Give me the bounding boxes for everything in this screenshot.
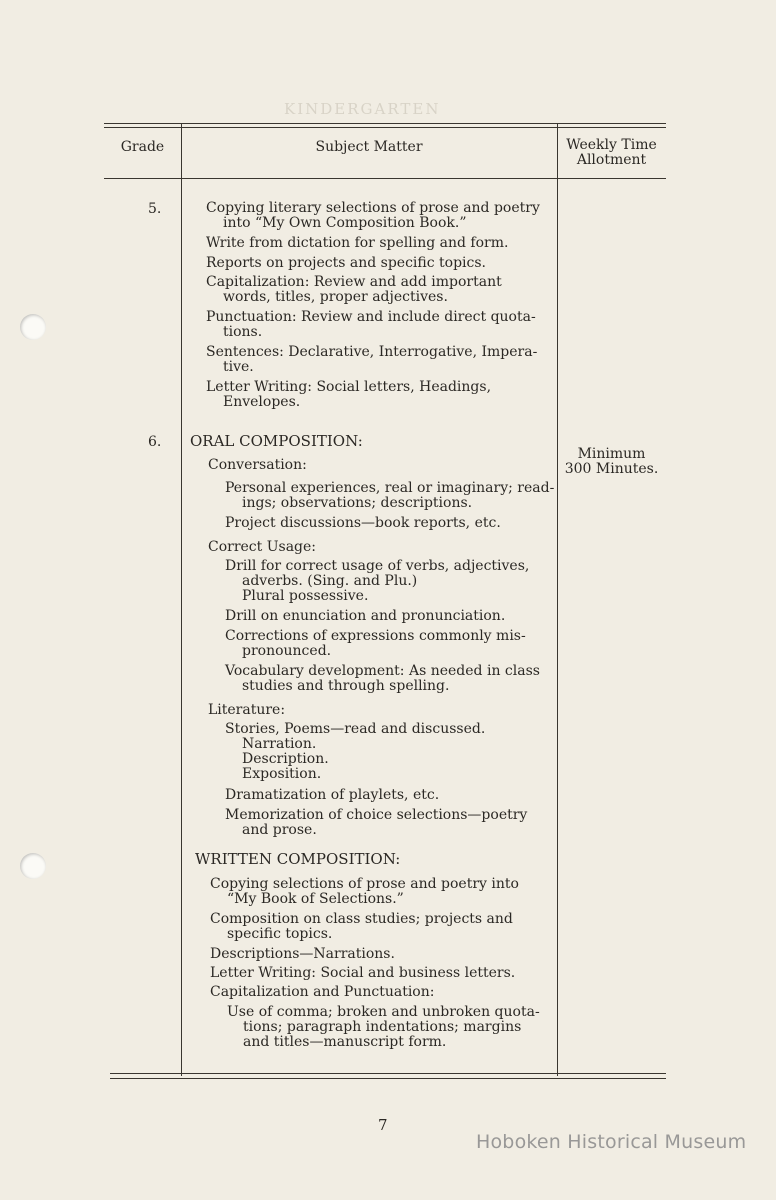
binder-hole-top xyxy=(20,314,46,340)
subsection-heading: Conversation: xyxy=(208,457,307,473)
subject-line: adverbs. (Sing. and Plu.) xyxy=(242,573,418,589)
subject-line: words, titles, proper adjectives. xyxy=(223,289,448,305)
subject-line: Composition on class studies; projects and xyxy=(210,911,513,927)
subject-line: Letter Writing: Social letters, Headings, xyxy=(206,379,492,395)
subject-line: Envelopes. xyxy=(223,394,301,410)
subsection-heading: Correct Usage: xyxy=(208,539,317,555)
subject-line: Copying selections of prose and poetry into xyxy=(210,876,519,892)
subject-line: Plural possessive. xyxy=(242,588,369,604)
subject-line: Description. xyxy=(242,751,329,767)
header-time-line1: Weekly Time xyxy=(566,137,657,153)
section-heading-written: WRITTEN COMPOSITION: xyxy=(195,850,401,868)
header-underline-time xyxy=(557,178,666,179)
subject-line: Drill on enunciation and pronunciation. xyxy=(225,608,506,624)
subject-line: ings; observations; descriptions. xyxy=(242,495,473,511)
subject-line: Sentences: Declarative, Interrogative, Impera- xyxy=(206,344,538,360)
subject-line: and prose. xyxy=(242,822,317,838)
page-number: 7 xyxy=(378,1116,388,1134)
subject-line: Letter Writing: Social and business letters. xyxy=(210,965,516,981)
subject-line: Memorization of choice selections—poetry xyxy=(225,807,528,823)
subject-line: tions; paragraph indentations; margins xyxy=(243,1019,522,1035)
subject-line: Corrections of expressions commonly mis- xyxy=(225,628,526,644)
subject-line: pronounced. xyxy=(242,643,332,659)
subsection-heading: Literature: xyxy=(208,702,286,718)
header-subject: Subject Matter xyxy=(315,139,423,155)
bottom-rule-inner xyxy=(110,1078,666,1079)
watermark: Hoboken Historical Museum xyxy=(476,1131,747,1153)
header-underline-subject xyxy=(181,178,557,179)
time-allotment-line2: 300 Minutes. xyxy=(564,461,659,477)
subject-line: specific topics. xyxy=(227,926,333,942)
subject-line: Capitalization and Punctuation: xyxy=(210,984,435,1000)
subject-line: “My Book of Selections.” xyxy=(227,891,404,907)
header-grade: Grade xyxy=(120,139,165,155)
subject-line: into “My Own Composition Book.” xyxy=(223,215,467,231)
top-rule xyxy=(104,123,666,124)
subject-line: tive. xyxy=(223,359,254,375)
subject-line: Reports on projects and specific topics. xyxy=(206,255,486,271)
grade-number: 5. xyxy=(148,201,162,217)
subject-line: Stories, Poems—read and discussed. xyxy=(225,721,486,737)
subject-line: Punctuation: Review and include direct quota- xyxy=(206,309,536,325)
subject-line: Write from dictation for spelling and form. xyxy=(206,235,509,251)
bottom-rule xyxy=(110,1073,666,1074)
time-allotment-line1: Minimum xyxy=(577,446,646,462)
subject-line: Personal experiences, real or imaginary; read- xyxy=(225,480,555,496)
subject-line: Project discussions—book reports, etc. xyxy=(225,515,501,531)
bleed-through-text: KINDERGARTEN xyxy=(284,100,441,118)
subject-line: and titles—manuscript form. xyxy=(243,1034,447,1050)
subject-line: Narration. xyxy=(242,736,317,752)
subject-line: tions. xyxy=(223,324,263,340)
subject-line: Drill for correct usage of verbs, adjectives, xyxy=(225,558,530,574)
subject-line: Vocabulary development: As needed in class xyxy=(225,663,540,679)
section-heading-oral: ORAL COMPOSITION: xyxy=(190,432,363,450)
subject-line: Exposition. xyxy=(242,766,322,782)
subject-line: Copying literary selections of prose and poetry xyxy=(206,200,540,216)
header-underline-grade xyxy=(104,178,181,179)
top-rule-inner xyxy=(104,127,666,128)
grade-number: 6. xyxy=(148,434,162,450)
header-time-line2: Allotment xyxy=(576,152,647,168)
subject-line: Capitalization: Review and add important xyxy=(206,274,502,290)
subject-line: Dramatization of playlets, etc. xyxy=(225,787,440,803)
subject-line: studies and through spelling. xyxy=(242,678,450,694)
column-divider-1 xyxy=(181,124,182,1076)
subject-line: Use of comma; broken and unbroken quota- xyxy=(227,1004,540,1020)
column-divider-2 xyxy=(557,124,558,1076)
binder-hole-bottom xyxy=(20,853,46,879)
subject-line: Descriptions—Narrations. xyxy=(210,946,395,962)
